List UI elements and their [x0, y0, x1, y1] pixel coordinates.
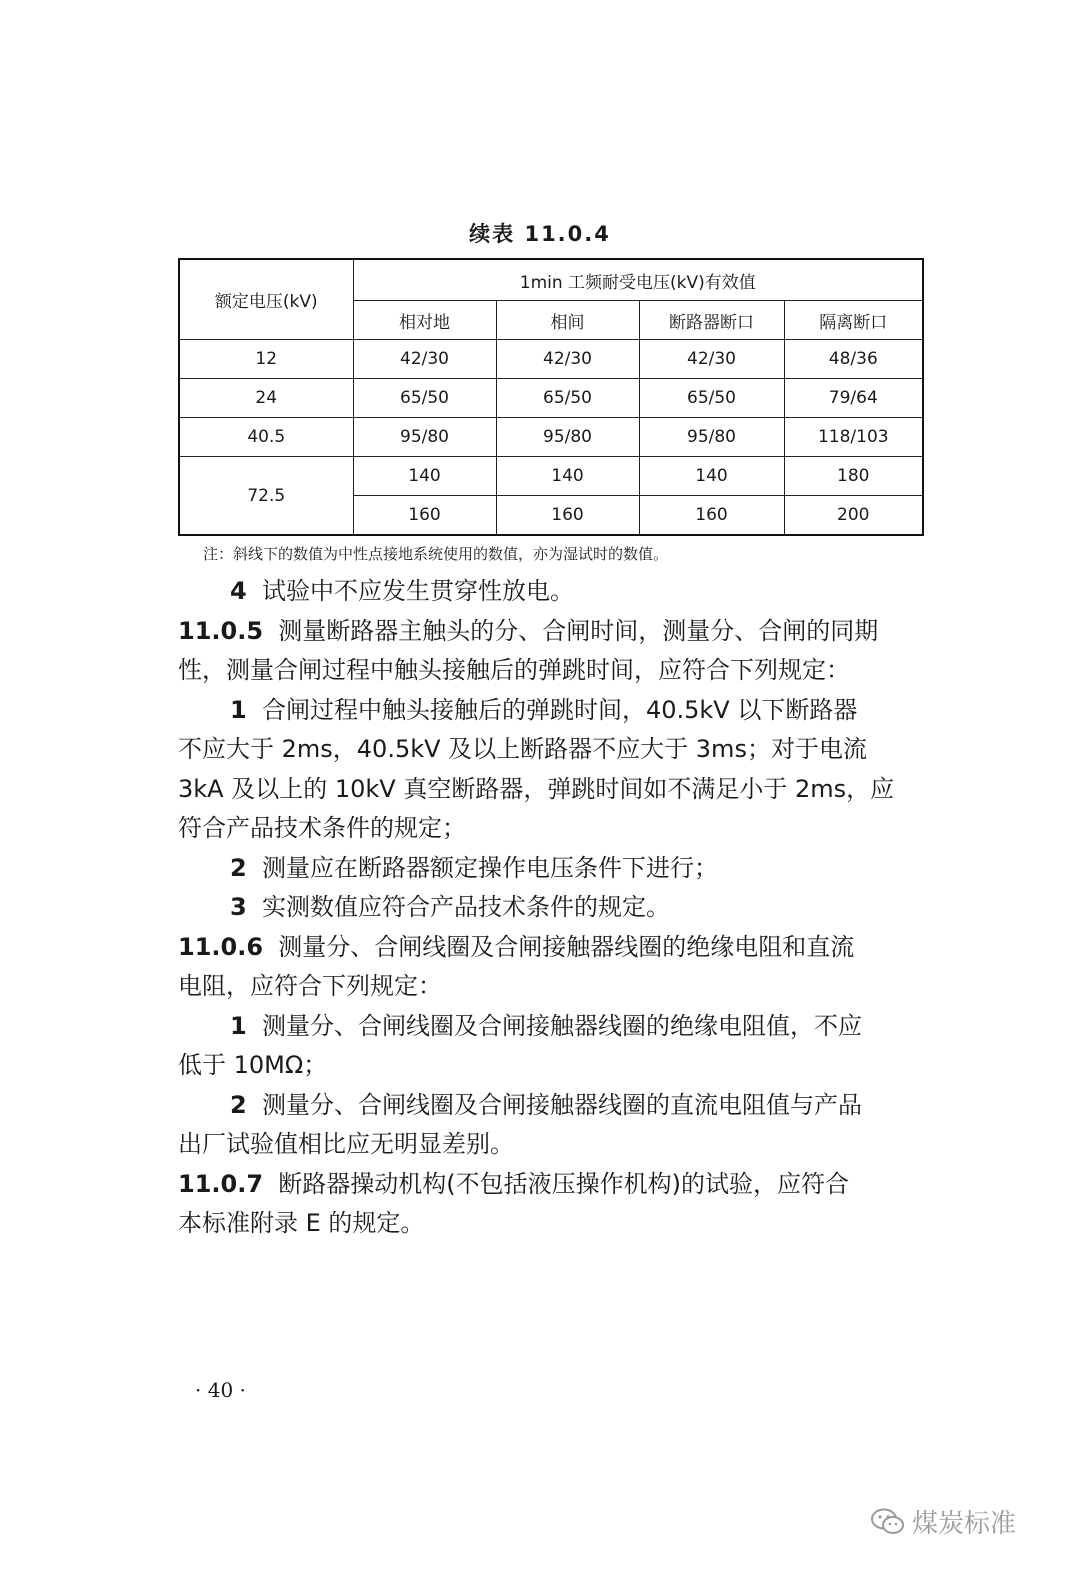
table-cell: 180: [784, 457, 923, 496]
table-cell: 48/36: [784, 340, 923, 379]
table-header-row: [179, 259, 923, 301]
table-row: [179, 379, 923, 418]
clause-11-0-7: [178, 1165, 922, 1205]
subheader-phase-to-ground: 相对地: [353, 301, 496, 340]
wechat-icon: [870, 1507, 906, 1537]
table-cell: 95/80: [496, 418, 639, 457]
item-number: 1: [230, 695, 247, 724]
item-3: [178, 888, 922, 928]
cell-voltage: 40.5: [179, 418, 353, 457]
item-2: [178, 1086, 922, 1126]
item-line: 不应大于 2ms，40.5kV 及以上断路器不应大于 3ms；对于电流: [178, 735, 867, 763]
item-1: [178, 691, 922, 731]
watermark: [870, 1503, 1016, 1540]
page-number: · 40 ·: [195, 1378, 246, 1402]
cell-voltage: 12: [179, 340, 353, 379]
item-number: 1: [230, 1011, 247, 1040]
item-text: 合闸过程中触头接触后的弹跳时间，40.5kV 以下断路器: [261, 695, 858, 724]
table-caption: 续表 11.0.4: [469, 222, 611, 246]
item-line: 低于 10MΩ；: [178, 1051, 328, 1079]
item-number: 2: [230, 853, 247, 882]
subheader-isolating-gap: 隔离断口: [784, 301, 923, 340]
item-line: 符合产品技术条件的规定；: [178, 814, 466, 842]
clause-line: 性，测量合闸过程中触头接触后的弹跳时间，应符合下列规定：: [178, 656, 850, 684]
body-text: [178, 572, 922, 1244]
table-cell: 140: [353, 457, 496, 496]
clause-text: 测量分、合闸线圈及合闸接触器线圈的绝缘电阻和直流: [278, 932, 855, 961]
item-text: 测量应在断路器额定操作电压条件下进行；: [261, 853, 718, 882]
item-2: [178, 849, 922, 889]
clause-text: 测量断路器主触头的分、合闸时间，测量分、合闸的同期: [278, 616, 879, 645]
watermark-text: 煤炭标准: [912, 1509, 1017, 1539]
item-number: 4: [230, 577, 247, 605]
subheader-phase-to-phase: 相间: [496, 301, 639, 340]
cell-voltage: 24: [179, 379, 353, 418]
item-4: [178, 572, 922, 612]
subheader-breaker-gap: 断路器断口: [639, 301, 784, 340]
table-cell: 160: [496, 496, 639, 536]
item-1: [178, 1007, 922, 1047]
table-row: [179, 457, 923, 496]
clause-line: 本标准附录 E 的规定。: [178, 1209, 425, 1237]
voltage-table: [178, 258, 924, 536]
table-cell: 79/64: [784, 379, 923, 418]
table-cell: 118/103: [784, 418, 923, 457]
item-line: 出厂试验值相比应无明显差别。: [178, 1130, 514, 1158]
table-cell: 160: [353, 496, 496, 536]
clause-number: 11.0.6: [178, 932, 264, 961]
clause-number: 11.0.7: [178, 1169, 264, 1198]
table-cell: 160: [639, 496, 784, 536]
table-row: [179, 418, 923, 457]
clause-11-0-5: [178, 612, 922, 652]
table-cell: 42/30: [496, 340, 639, 379]
clause-11-0-6: [178, 928, 922, 968]
item-text: 测量分、合闸线圈及合闸接触器线圈的直流电阻值与产品: [261, 1090, 862, 1119]
item-text: 测量分、合闸线圈及合闸接触器线圈的绝缘电阻值，不应: [261, 1011, 862, 1040]
table-cell: 42/30: [639, 340, 784, 379]
item-number: 2: [230, 1090, 247, 1119]
header-rated-voltage: 额定电压(kV): [179, 259, 353, 340]
table-cell: 140: [496, 457, 639, 496]
clause-number: 11.0.5: [178, 616, 264, 645]
table-cell: 95/80: [353, 418, 496, 457]
clause-text: 断路器操动机构(不包括液压操作机构)的试验，应符合: [278, 1169, 850, 1198]
table-cell: 42/30: [353, 340, 496, 379]
table-cell: 95/80: [639, 418, 784, 457]
table-cell: 140: [639, 457, 784, 496]
table-row: [179, 340, 923, 379]
item-line: 3kA 及以上的 10kV 真空断路器，弹跳时间如不满足小于 2ms，应: [178, 774, 895, 803]
table-cell: 65/50: [353, 379, 496, 418]
table-note: 注：斜线下的数值为中性点接地系统使用的数值，亦为湿试时的数值。: [203, 545, 669, 563]
table-cell: 65/50: [639, 379, 784, 418]
table-cell: 65/50: [496, 379, 639, 418]
header-withstand-voltage: 1min 工频耐受电压(kV)有效值: [353, 259, 923, 301]
item-text: 试验中不应发生贯穿性放电。: [261, 577, 574, 605]
table-cell: 200: [784, 496, 923, 536]
item-text: 实测数值应符合产品技术条件的规定。: [261, 893, 670, 921]
item-number: 3: [230, 893, 247, 921]
cell-voltage: 72.5: [179, 457, 353, 536]
clause-line: 电阻，应符合下列规定：: [178, 972, 442, 1000]
